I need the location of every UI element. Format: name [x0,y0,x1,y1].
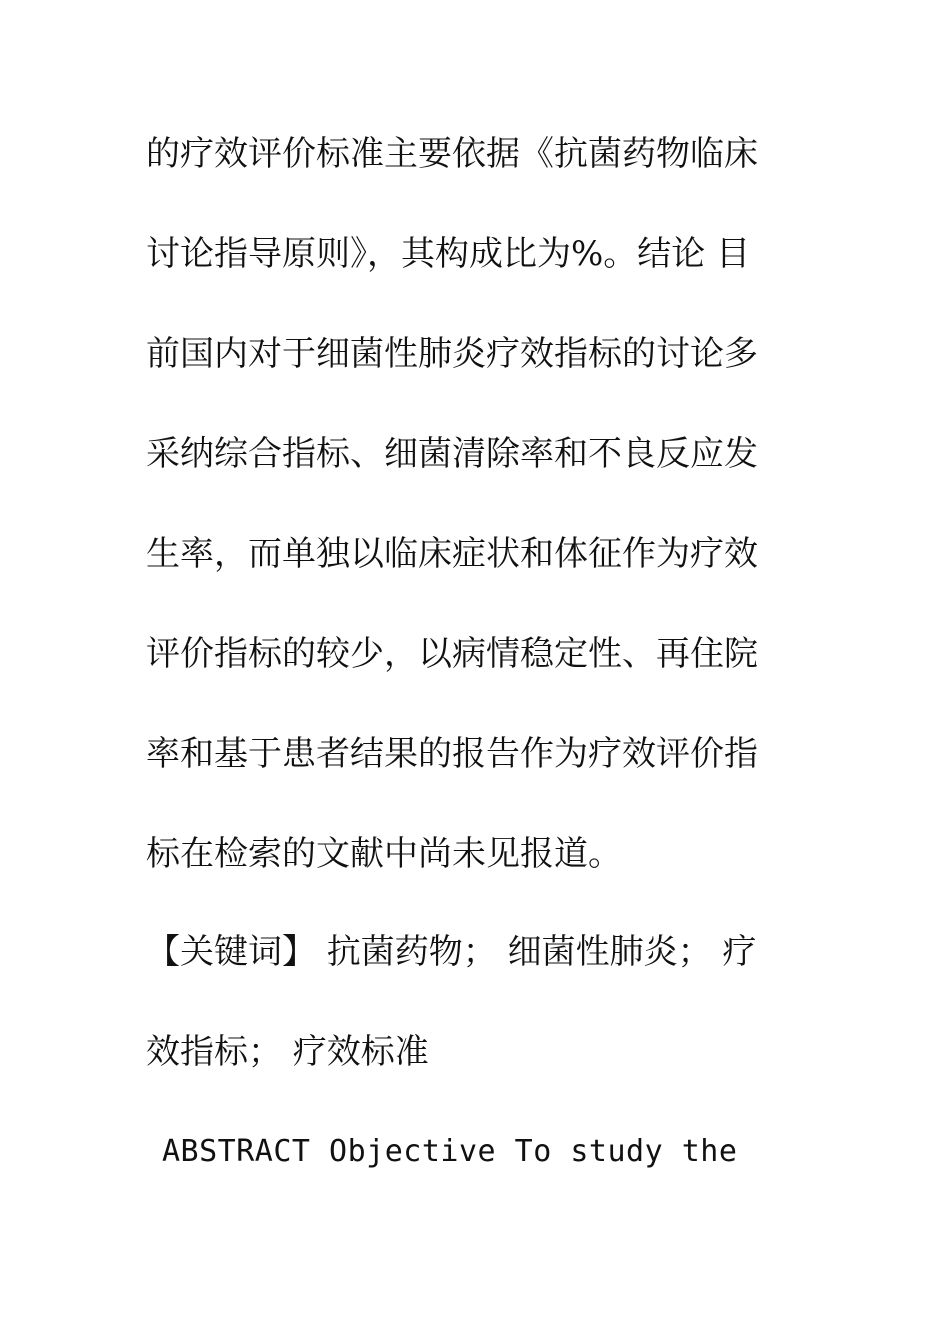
keywords-label: 【关键词】 [146,932,316,972]
body-line-5: 生率，而单独以临床症状和体征作为疗效 [146,534,758,574]
keywords-line-2: 效指标； 疗效标准 [146,1032,429,1072]
body-line-3: 前国内对于细菌性肺炎疗效指标的讨论多 [146,334,758,374]
body-line-6: 评价指标的较少，以病情稳定性、再住院 [146,634,758,674]
keywords-line-1 [146,932,756,972]
body-line-8: 标在检索的文献中尚未见报道。 [146,834,622,874]
body-line-4: 采纳综合指标、细菌清除率和不良反应发 [146,434,758,474]
abstract-line: ABSTRACT Objective To study the [162,1134,738,1169]
keywords-text-1: 抗菌药物； 细菌性肺炎； 疗 [316,932,757,972]
body-line-7: 率和基于患者结果的报告作为疗效评价指 [146,734,758,774]
body-line-2: 讨论指导原则》，其构成比为%。结论 目 [146,234,751,274]
body-line-1: 的疗效评价标准主要依据《抗菌药物临床 [146,134,758,174]
